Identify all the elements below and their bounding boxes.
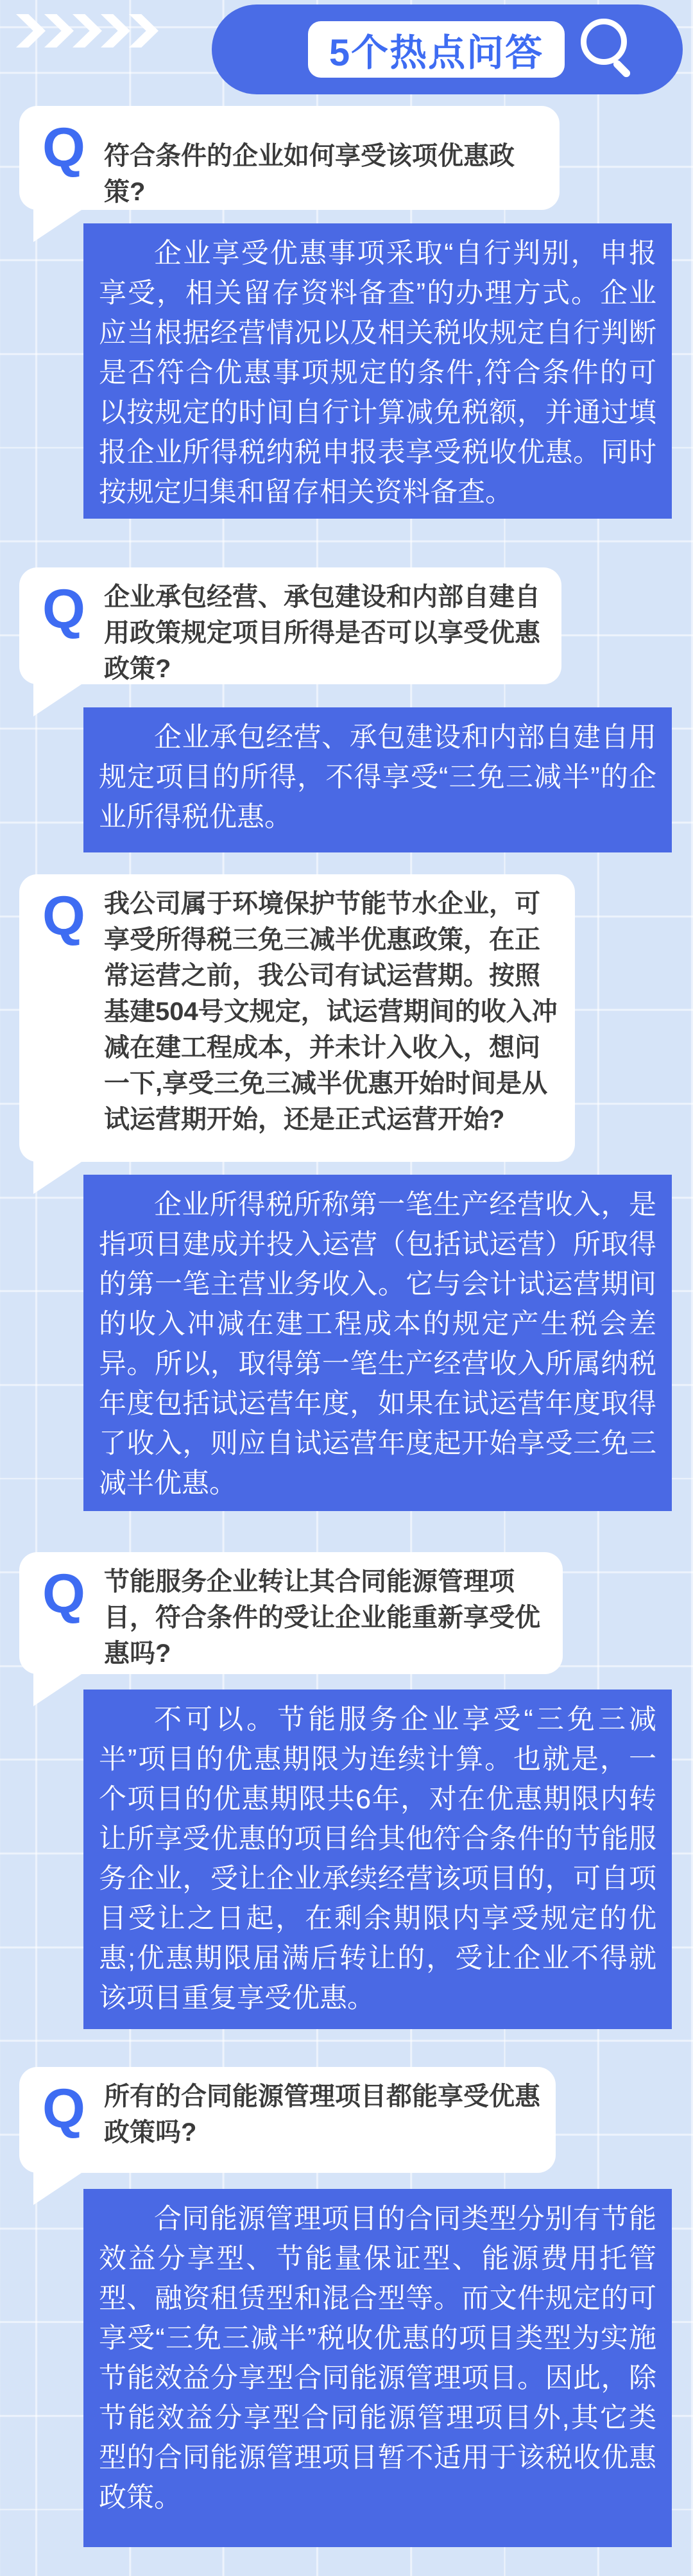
question-text-4: 节能服务企业转让其合同能源管理项目，符合条件的受让企业能重新享受优惠吗? <box>104 1568 540 1668</box>
bubble-tail <box>33 1161 83 1194</box>
search-icon-handle <box>612 58 631 78</box>
bubble-tail <box>33 1673 83 1706</box>
q-mark-icon: Q <box>42 2078 85 2139</box>
question-bubble-1 <box>19 106 560 210</box>
q-mark-icon: Q <box>42 1563 85 1625</box>
question-bubble-4 <box>19 1552 563 1674</box>
q-mark-icon: Q <box>42 117 85 178</box>
question-text-2: 企业承包经营、承包建设和内部自建自用政策规定项目所得是否可以享受优惠政策? <box>104 583 540 683</box>
bubble-tail <box>33 683 83 716</box>
answer-box-3 <box>83 1175 672 1511</box>
answer-text-5: 合同能源管理项目的合同类型分别有节能效益分享型、节能量保证型、能源费用托管型、融资租赁型和混合型等。而文件规定的可享受“三免三减半”税收优惠的项目类型为实施节能效益分享型合同能源管理项目。因此，除节能效益分享型合同能源管理项目外,其它类型的合同能源管理项目暂不适用于该税收优惠政策。 <box>99 2204 656 2513</box>
bubble-tail <box>33 2172 83 2205</box>
answer-text-2: 企业承包经营、承包建设和内部自建自用规定项目的所得，不得享受“三免三减半”的企业所得税优惠。 <box>99 722 656 833</box>
title-box <box>308 21 565 78</box>
answer-text-1: 企业享受优惠事项采取“自行判别，申报享受，相关留存资料备查”的办理方式。企业应当根据经营情况以及相关税收规定自行判断是否符合优惠事项规定的条件,符合条件的可以按规定的时间自行计算减免税额，并通过填报企业所得税纳税申报表享受税收优惠。同时按规定归集和留存相关资料备查。 <box>99 238 656 508</box>
search-icon-circle <box>581 19 627 65</box>
q-mark-icon: Q <box>42 885 85 947</box>
question-text-5: 所有的合同能源管理项目都能享受优惠政策吗? <box>104 2082 540 2147</box>
chevron-icon <box>101 14 130 48</box>
bubble-tail <box>33 209 83 242</box>
chevron-icon <box>16 14 46 48</box>
page-title: 5个热点问答 <box>329 32 544 74</box>
chevron-icon <box>129 14 158 48</box>
answer-text-3: 企业所得税所称第一笔生产经营收入，是指项目建成并投入运营（包括试运营）所取得的第一笔主营业务收入。它与会计试运营期间的收入冲减在建工程成本的规定产生税会差异。所以，取得第一笔生产经营收入所属纳税年度包括试运营年度，如果在试运营年度取得了收入，则应自试运营年度起开始享受三免三减半优惠。 <box>99 1189 656 1499</box>
question-bubble-2 <box>19 567 561 684</box>
chevrons-icon <box>16 14 157 48</box>
answer-box-5 <box>83 2189 672 2547</box>
answer-box-4 <box>83 1690 672 2029</box>
question-text-3: 我公司属于环境保护节能节水企业，可享受所得税三免三减半优惠政策，在正常运营之前，我公司有试运营期。按照基建504号文规定，试运营期间的收入冲减在建工程成本，并未计入收入，想问一下,享受三免三减半优惠开始时间是从试运营期开始，还是正式运营开始? <box>104 890 558 1134</box>
question-bubble-3 <box>19 874 575 1162</box>
q-mark-icon: Q <box>42 578 85 640</box>
chevron-icon <box>44 14 74 48</box>
search-icon <box>581 19 642 80</box>
header <box>0 0 693 96</box>
chevron-icon <box>73 14 102 48</box>
question-text-1: 符合条件的企业如何享受该项优惠政策? <box>104 142 515 206</box>
question-bubble-5 <box>19 2067 556 2173</box>
answer-box-1 <box>83 223 672 519</box>
title-pill <box>212 4 683 94</box>
answer-box-2 <box>83 707 672 852</box>
answer-text-4: 不可以。节能服务企业享受“三免三减半”项目的优惠期限为连续计算。也就是，一个项目的优惠期限共6年，对在优惠期限内转让所享受优惠的项目给其他符合条件的节能服务企业，受让企业承续经营该项目的，可自项目受让之日起，在剩余期限内享受规定的优惠;优惠期限届满后转让的，受让企业不得就该项目重复享受优惠。 <box>99 1704 656 2014</box>
